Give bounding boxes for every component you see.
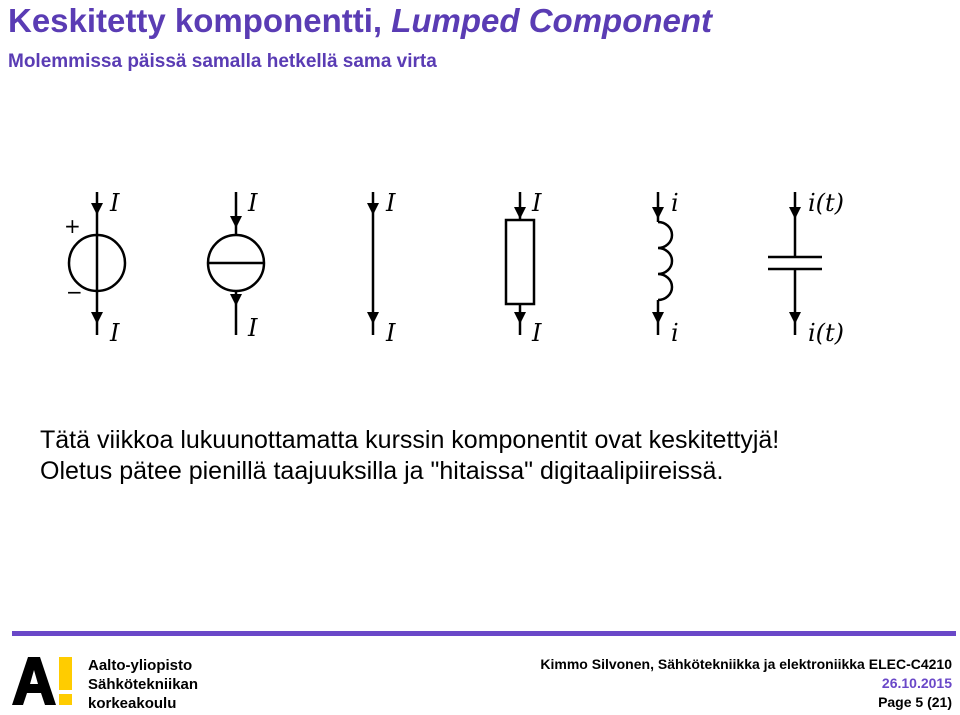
logo-letters: A! [10, 655, 11, 656]
aalto-logo-icon [10, 655, 74, 707]
footer-page-number: Page 5 (21) [878, 694, 952, 710]
inductor-top-label: i [671, 189, 679, 217]
wire-bottom-label: I [386, 319, 396, 347]
logo-text [88, 656, 198, 713]
slide-title [8, 2, 712, 40]
slide-subtitle: Molemmissa päissä samalla hetkellä sama virta [8, 51, 437, 72]
resistor-bottom-label: I [532, 319, 542, 347]
current-source-top-label: I [248, 189, 258, 217]
wire-top-label: I [386, 189, 396, 217]
footer-info [540, 655, 952, 712]
resistor-symbol [506, 192, 534, 335]
footer-date: 26.10.2015 [881, 675, 952, 691]
footer-rule [12, 631, 956, 636]
voltage-source-bottom-label: I [110, 319, 120, 347]
logo-line-3: korkeakoulu [88, 695, 177, 712]
logo-line-2: Sähkötekniikan [88, 676, 199, 693]
resistor-top-label: I [532, 189, 542, 217]
body-line-2: Oletus pätee pienillä taajuuksilla ja "hitaissa" digitaalipiireissä. [40, 457, 724, 485]
capacitor-bottom-label: i(t) [808, 319, 845, 347]
voltage-source-top-label: I [110, 189, 120, 217]
plus-sign: + [64, 214, 81, 238]
body-text [40, 425, 779, 487]
current-source-bottom-label: I [248, 314, 258, 342]
logo-line-1: Aalto-yliopisto [88, 657, 193, 674]
capacitor-top-label: i(t) [808, 189, 845, 217]
minus-sign: − [66, 280, 83, 304]
title-italic: Lumped Component [391, 2, 713, 39]
circuit-symbols-diagram [0, 170, 960, 360]
title-main: Keskitetty komponentti, [8, 2, 392, 39]
inductor-symbol [652, 192, 672, 335]
inductor-bottom-label: i [671, 319, 679, 347]
footer-author: Kimmo Silvonen, Sähkötekniikka ja elektroniikka ELEC-C4210 [540, 656, 952, 672]
wire-symbol [367, 192, 379, 335]
body-line-1: Tätä viikkoa lukuunottamatta kurssin komponentit ovat keskitettyjä! [40, 426, 780, 454]
